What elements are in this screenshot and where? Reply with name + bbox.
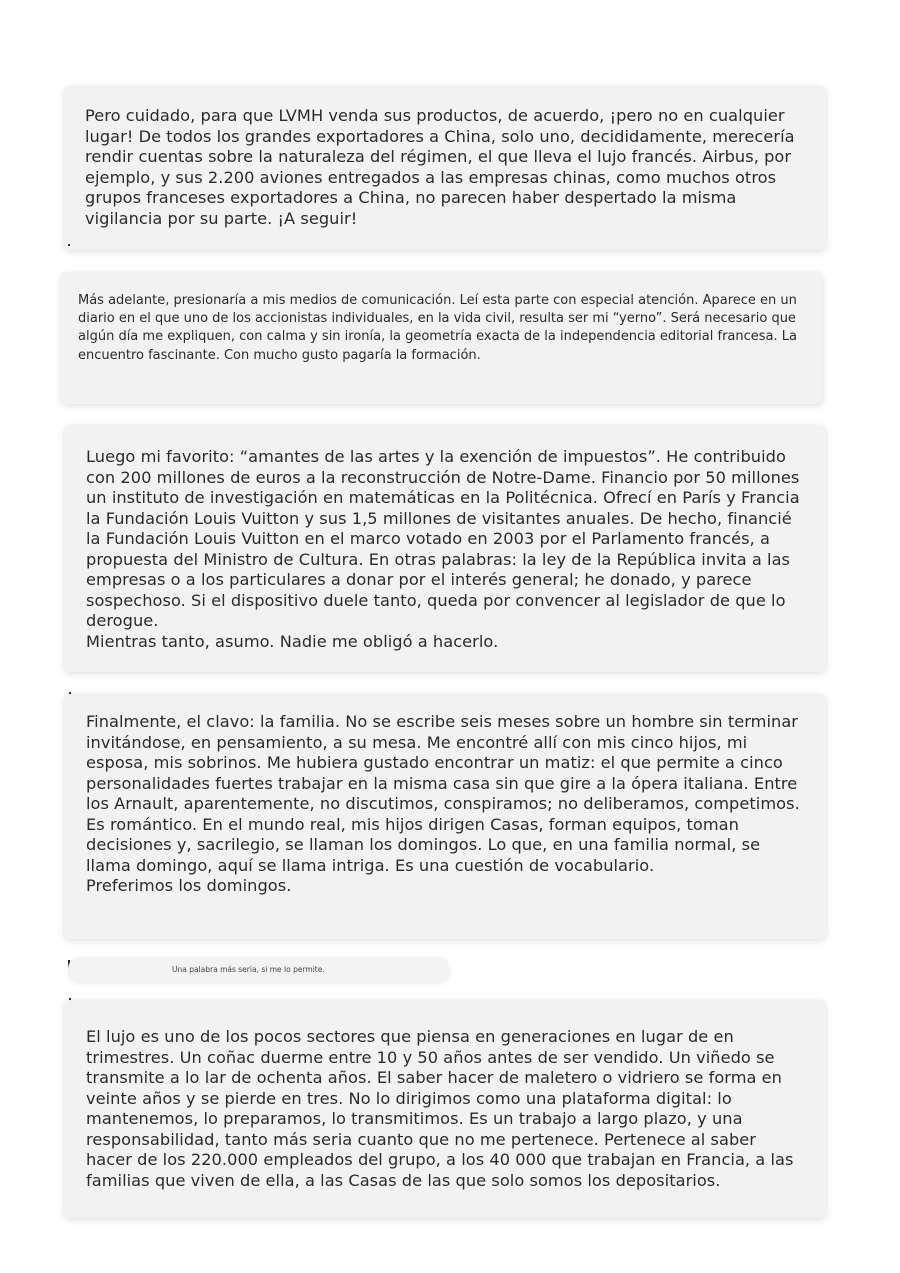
paragraph: Pero cuidado, para que LVMH venda sus productos, de acuerdo, ¡pero no en cualquier lugar! De todos los grandes exportadores a China, solo uno, decididamente, merecería rendir cuentas sobre la naturaleza del régimen, el que lleva el lujo francés. Airbus, por ejemplo, y sus 2.200 aviones entregados a las empresas chinas, como muchos otros grupos franceses exportadores a China, no parecen haber despertado la misma vigilancia por su parte. ¡A seguir! [85, 106, 795, 228]
paragraph: Preferimos los domingos. [86, 876, 292, 895]
paragraph: Mientras tanto, asumo. Nadie me obligó a hacerlo. [86, 631, 499, 651]
paragraph: Luego mi favorito: “amantes de las artes y la exención de impuestos”. He contribuido con 200 millones de euros a la reconstrucción de Notre-Dame. Financio por 50 millones un instituto de investigación en matemáticas en la Politécnica. Ofrecí en París y Francia la Fundación Louis Vuitton y sus 1,5 millones de visitantes anuales. De hecho, financié la Fundación Louis Vuitton en el marco votado en 2003 por el Parlamento francés, a propuesta del Ministro de Cultura. En otras palabras: la ley de la República invita a las empresas o a los particulares a donar por el interés general; he donado, y parece sospechoso. Si el dispositivo duele tanto, queda por convencer al legislador de que lo derogue. [86, 447, 800, 630]
paragraph: Más adelante, presionaría a mis medios de comunicación. Leí esta parte con especial atención. Aparece en un diario en el que uno de los accionistas individuales, en la vida civil, resulta ser mi “yerno”. Será necesario que algún día me expliquen, con calma y sin ironía, la geometría exacta de la independencia editorial francesa. La encuentro fascinante. Con mucho gusto pagaría la formación. [78, 293, 797, 363]
paragraph: Finalmente, el clavo: la familia. No se escribe seis meses sobre un hombre sin terminar invitándose, en pensamiento, a su mesa. Me encontré allí con mis cinco hijos, mi esposa, mis sobrinos. Me hubiera gustado encontrar un matiz: el que permite a cinco personalidades fuertes trabajar en la misma casa sin que gire a la ópera italiana. Entre los Arnault, aparentemente, no discutimos, conspiramos; no deliberamos, competimos. Es romántico. En el mundo real, mis hijos dirigen Casas, forman equipos, toman decisiones y, sacrilegio, se llaman los domingos. Lo que, en una familia normal, se llama domingo, aquí se llama intriga. Es una cuestión de vocabulario. [86, 712, 800, 875]
caption-bar [68, 957, 450, 983]
text-card-patronage [64, 425, 826, 672]
text-card-luxury-long-term [64, 1000, 826, 1218]
text-card-china-exports [64, 86, 826, 250]
paragraph: El lujo es uno de los pocos sectores que piensa en generaciones en lugar de en trimestres. Un coñac duerme entre 10 y 50 años antes de ser vendido. Un viñedo se transmite a lo lar de ochenta años. El saber hacer de maletero o vidriero se forma en veinte años y se pierde en tres. No lo dirigimos como una plataforma digital: lo mantenemos, lo preparamos, lo transmitimos. Es un trabajo a largo plazo, y una responsabilidad, tanto más seria cuanto que no me pertenece. Pertenece al saber hacer de los 220.000 empleados del grupo, a los 40 000 que trabajan en Francia, a las familias que viven de ella, a las Casas de las que solo somos los depositarios. [86, 1027, 794, 1190]
margin-mark [68, 244, 70, 246]
caption-text: Una palabra más seria, si me lo permite. [172, 965, 325, 974]
text-card-media [61, 272, 823, 404]
text-card-family [64, 694, 826, 939]
